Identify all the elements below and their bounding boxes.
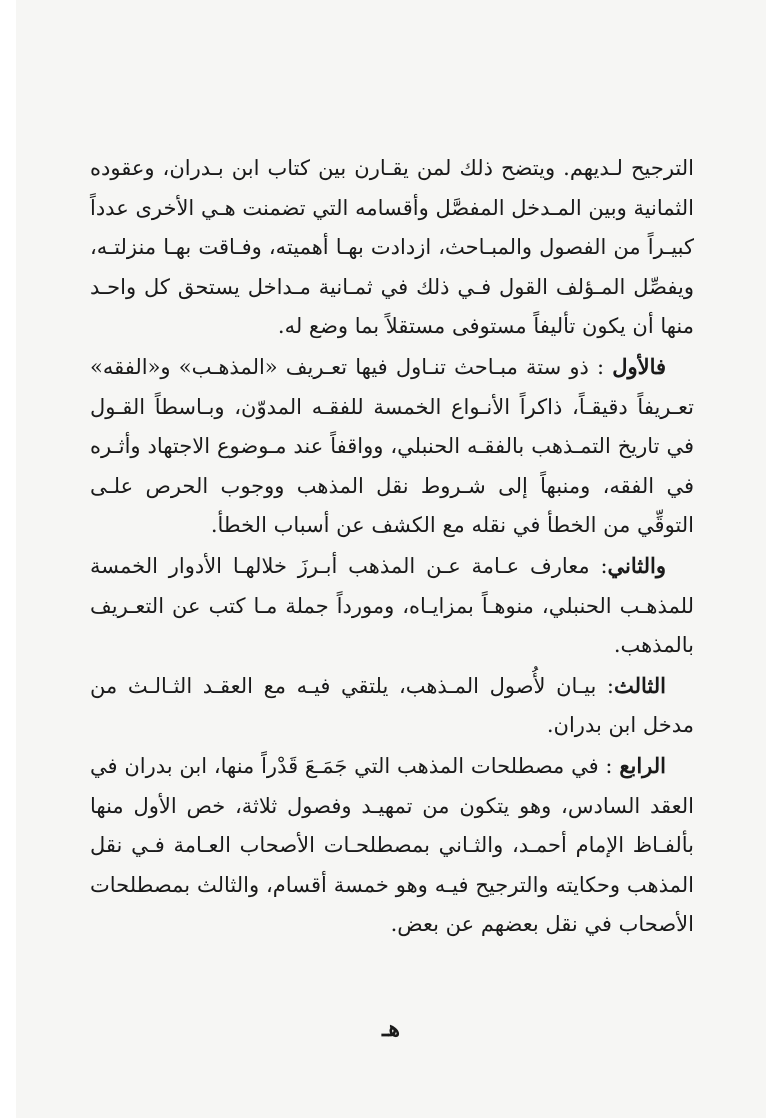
- paragraph-lead: الرابع: [619, 752, 666, 778]
- paragraph-text: : في مصطلحات المذهب التي جَمَـعَ قَدْراً منها، ابن بدران في العقد السادس، وهو يتكون من تمهيـد وفصول ثلاثة، خص الأول منها بألفـاظ الإمام أحمـد، والثـاني بمصطلحـات الأصحاب العـامة فـي نقل المذهب وحكايته والترجيح فيـه وهو خمسة أقسام، والثالث بمصطلحات الأصحاب في نقل بعضهم عن بعض.: [90, 753, 694, 937]
- paragraph-lead: الثالث: [614, 672, 666, 698]
- book-page: [16, 0, 766, 1118]
- paragraph-first-section: [90, 347, 694, 546]
- paragraph-intro: [90, 148, 694, 347]
- paragraph-text: الترجيح لـديهم. ويتضح ذلك لمن يقـارن بين كتاب ابن بـدران، وعقوده الثمانية وبين المـدخل المفصَّل وأقسامه التي تضمنت هـي الأخرى عدداً كبيـراً من الفصول والمبـاحث، ازدادت بهـا أهميته، وفـاقت بهـا منزلتـه، ويفصِّل المـؤلف القول فـي ذلك في ثمـانية مـداخل يستحق كل واحـد منها أن يكون تأليفاً مستوفى مستقلاً بما وضع له.: [90, 156, 694, 339]
- paragraph-text: : ذو ستة مبـاحث تنـاول فيها تعـريف «المذهـب» و«الفقه» تعـريفاً دقيقـاً، ذاكراً الأنـواع الخمسة للفقـه المدوّن، وبـاسطاً القـول في تاريخ التمـذهب بالفقـه الحنبلي، وواقفاً عند مـوضوع الاجتهاد وأثـره في الفقه، ومنبهاً إلى شـروط نقل المذهب ووجوب الحرص علـى التوقِّي من الخطأ في نقله مع الكشف عن أسباب الخطأ.: [90, 354, 694, 538]
- paragraph-lead: فالأول: [612, 353, 666, 379]
- paragraph-text: : بيـان لأُصول المـذهب، يلتقي فيـه مع العقـد الثـالـث من مدخل ابن بدران.: [90, 673, 694, 738]
- page-number: هـ: [381, 1016, 401, 1042]
- body-text: [90, 148, 694, 945]
- paragraph-fourth-section: [90, 746, 694, 945]
- paragraph-lead: والثاني: [607, 552, 666, 578]
- paragraph-text: : معارف عـامة عـن المذهب أبـرزَ خلالهـا الأدوار الخمسة للمذهـب الحنبلي، منوهـاً بمزايـاه، ومورداً جملة مـا كتب عن التعـريف بالمذهب.: [90, 553, 694, 658]
- paragraph-second-section: [90, 546, 694, 666]
- paragraph-third-section: [90, 666, 694, 746]
